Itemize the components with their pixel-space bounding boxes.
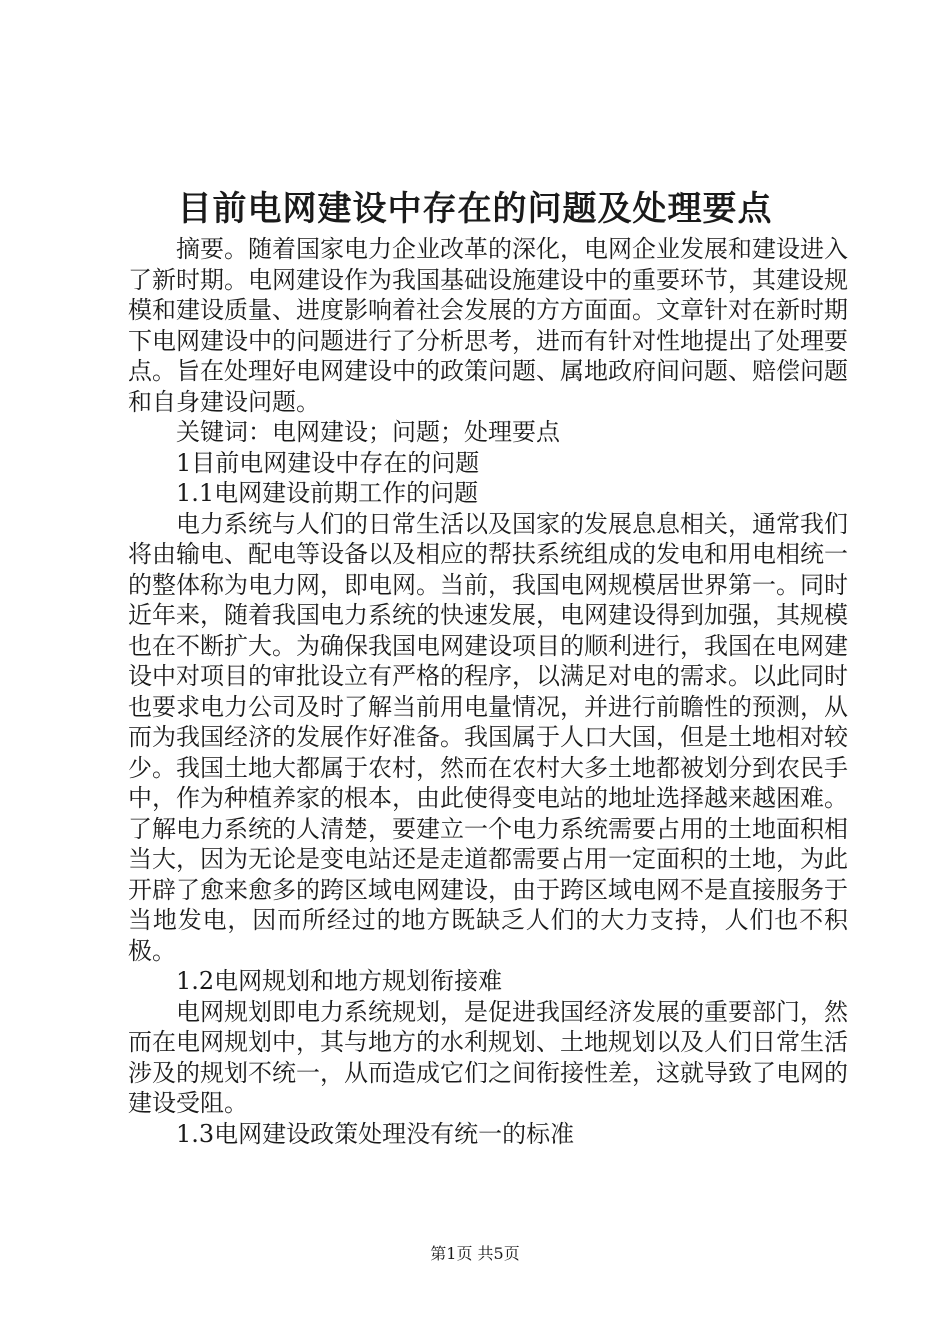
document-title: 目前电网建设中存在的问题及处理要点 [177,189,773,229]
section-1-1-paragraph: 电力系统与人们的日常生活以及国家的发展息息相关，通常我们将由输电、配电等设备以及相应的帮扶系统组成的发电和用电相统一的整体称为电力网，即电网。当前，我国电网规模居世界第一。同时近年来，随着我国电力系统的快速发展，电网建设得到加强，其规模也在不断扩大。为确保我国电网建设项目的顺利进行，我国在电网建设中对项目的审批设立有严格的程序，以满足对电的需求。以此同时也要求电力公司及时了解当前用电量情况，并进行前瞻性的预测，从而为我国经济的发展作好准备。我国属于人口大国，但是土地相对较少。我国土地大都属于农村，然而在农村大多土地都被划分到农民手中，作为种植养家的根本，由此使得变电站的地址选择越来越困难。了解电力系统的人清楚，要建立一个电力系统需要占用的土地面积相当大，因为无论是变电站还是走道都需要占用一定面积的土地，为此开辟了愈来愈多的跨区域电网建设，由于跨区域电网不是直接服务于当地发电，因而所经过的地方既缺乏人们的大力支持，人们也不积极。 [128,509,848,965]
section-1-2-heading: 1.2电网规划和地方规划衔接难 [176,967,503,995]
section-1-3-heading: 1.3电网建设政策处理没有统一的标准 [176,1119,575,1148]
abstract-paragraph: 摘要。随着国家电力企业改革的深化，电网企业发展和建设进入了新时期。电网建设作为我国基础设施建设中的重要环节，其建设规模和建设质量、进度影响着社会发展的方方面面。文章针对在新时期下电网建设中的问题进行了分析思考，进而有针对性地提出了处理要点。旨在处理好电网建设中的政策问题、属地政府间问题、赔偿问题和自身建设问题。 [128,235,848,416]
section-1-heading: 1目前电网建设中存在的问题 [176,448,480,477]
keywords-line: 关键词：电网建设；问题；处理要点 [176,418,560,446]
section-1-1-heading: 1.1电网建设前期工作的问题 [176,479,479,507]
page-number-footer: 第1页 共5页 [430,1244,520,1263]
section-1-2-paragraph: 电网规划即电力系统规划，是促进我国经济发展的重要部门，然而在电网规划中，其与地方的水利规划、土地规划以及人们日常生活涉及的规划不统一，从而造成它们之间衔接性差，这就导致了电网的建设受阻。 [128,997,848,1117]
document-body [128,234,848,1149]
